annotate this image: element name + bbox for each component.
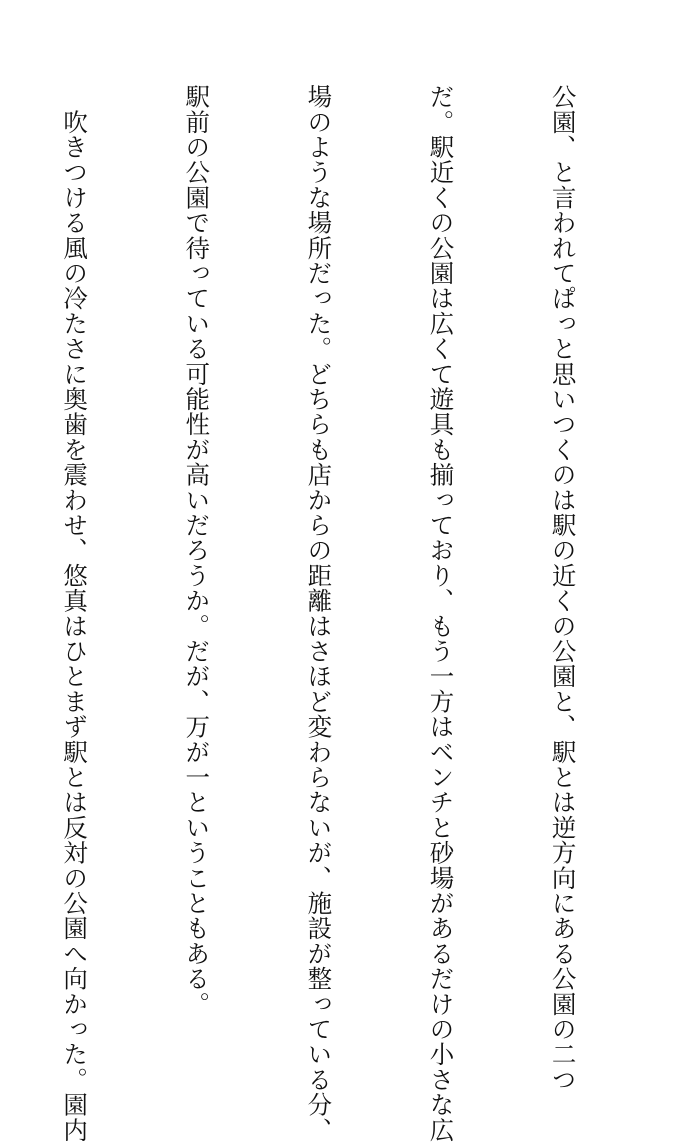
- text-line-5: 吹きつける風の冷たさに奥歯を震わせ、悠真はひとまず駅とは反対の公園へ向かった。園内: [60, 84, 90, 1142]
- vertical-text-block: [0, 84, 664, 1142]
- text-line-1: 公園、と言われてぱっと思いつくのは駅の近くの公園と、駅とは逆方向にある公園の二つ: [548, 84, 578, 1093]
- text-line-4: 駅前の公園で待っている可能性が高いだろうか。だが、万が一ということもある。: [182, 84, 212, 1017]
- text-line-2: だ。駅近くの公園は広くて遊具も揃っており、もう一方はベンチと砂場があるだけの小さな広: [426, 84, 456, 1142]
- text-line-3: 場のような場所だった。どちらも店からの距離はさほど変わらないが、施設が整っている分、: [304, 84, 334, 1142]
